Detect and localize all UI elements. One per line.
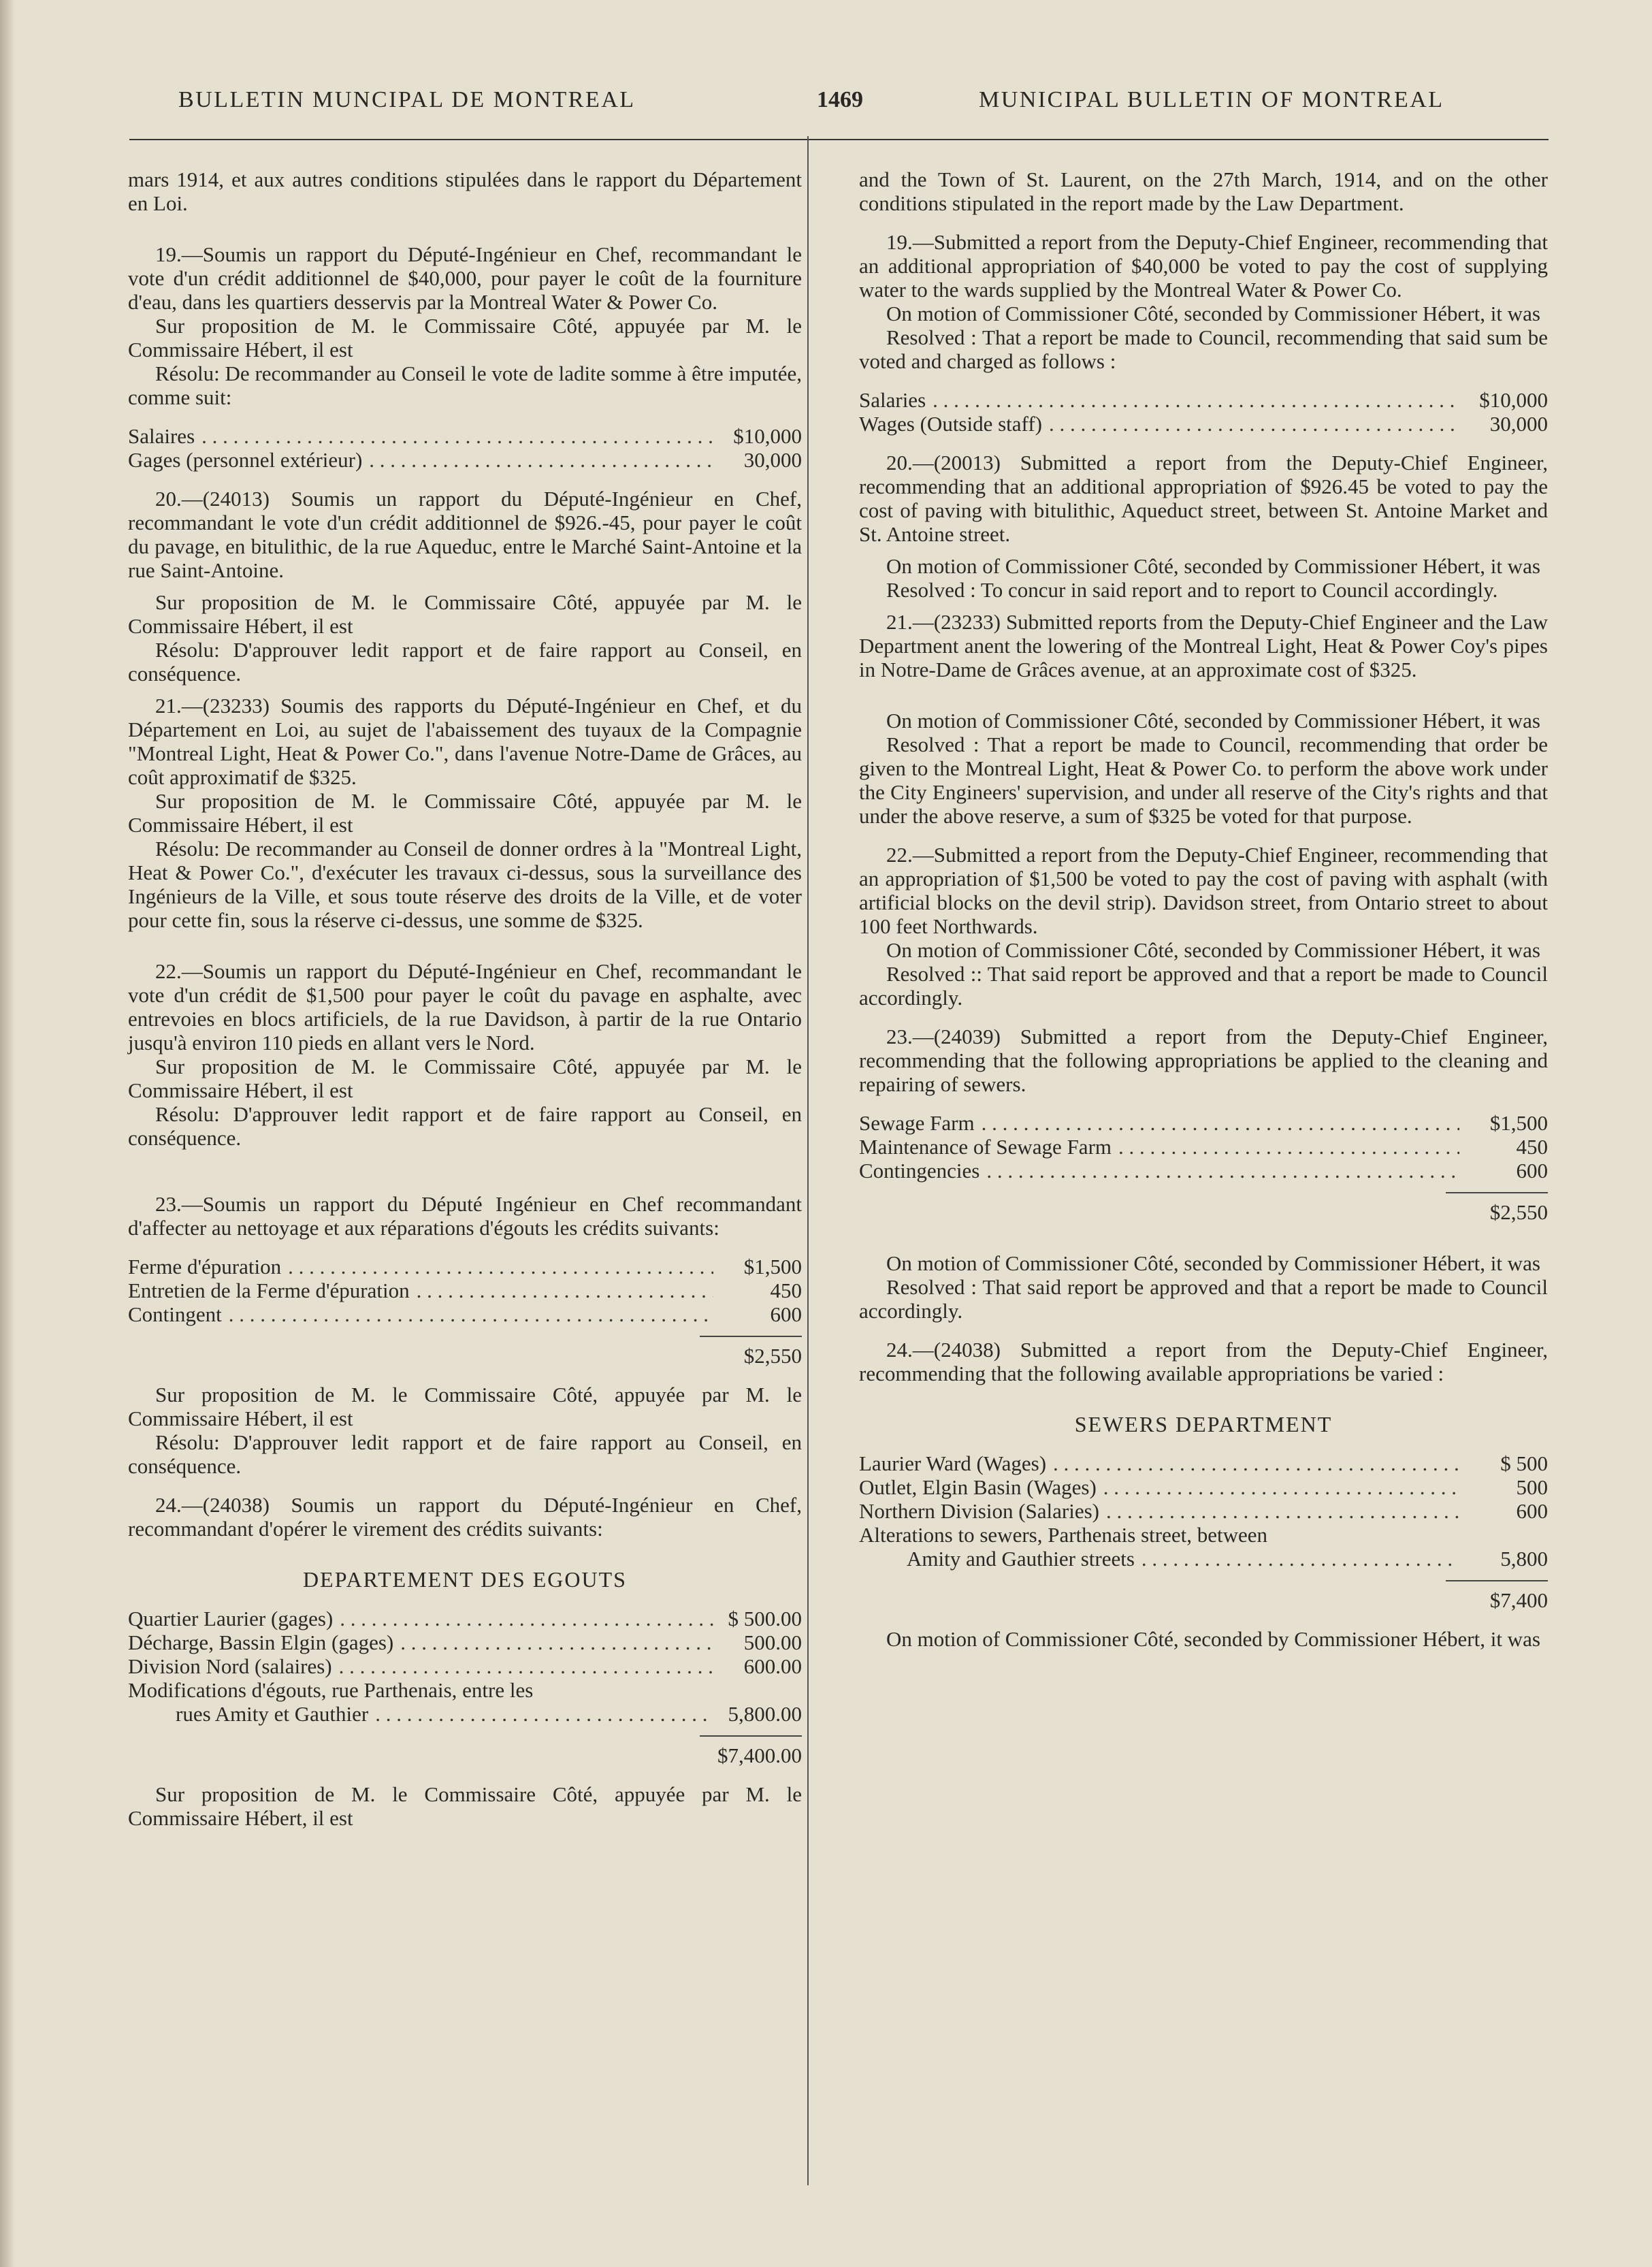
line-label: rues Amity et Gauthier <box>176 1702 369 1726</box>
item-21-text: 21.—(23233) Soumis des rapports du Député-Ingénieur en Chef, et du Département en Loi, au sujet de l'abaissement des tuyaux de la Compagnie "Montreal Light, Heat & Power Co.", dans l'avenue Notre-Dame de Grâces, au coût approximatif de $325. <box>128 694 802 789</box>
line-amount: 450 <box>770 1279 802 1302</box>
item-20-motion: On motion of Commissioner Côté, seconded by Commissioner Hébert, it was <box>886 554 1540 578</box>
appropriation-line <box>859 1159 1548 1183</box>
line-amount: $ 500.00 <box>728 1607 802 1630</box>
appropriation-line <box>859 412 1548 436</box>
line-label: Northern Division (Salaries) <box>859 1499 1099 1523</box>
line-amount: $1,500 <box>743 1255 802 1279</box>
intro-paragraph: and the Town of St. Laurent, on the 27th March, 1914, and on the other conditions stipulated in the report made by the Law Department. <box>859 167 1548 215</box>
item-23-resolved: Résolu: D'approuver ledit rapport et de faire rapport au Conseil, en conséquence. <box>128 1430 802 1478</box>
line-amount: 600 <box>1516 1499 1548 1523</box>
item-23-motion: Sur proposition de M. le Commissaire Côté, appuyée par M. le Commissaire Hébert, il est <box>128 1383 802 1430</box>
item-24-motion: On motion of Commissioner Côté, seconded by Commissioner Hébert, it was <box>886 1627 1540 1651</box>
line-amount: $1,500 <box>1489 1111 1548 1135</box>
total-rule <box>859 1571 1548 1588</box>
appropriation-line <box>128 1255 802 1279</box>
line-label: Division Nord (salaires) <box>128 1654 332 1678</box>
header-title-english: MUNICIPAL BULLETIN OF MONTREAL <box>979 87 1444 112</box>
page-number: 1469 <box>817 87 863 112</box>
appropriation-line <box>859 1451 1548 1475</box>
line-label: Maintenance of Sewage Farm <box>859 1135 1112 1159</box>
line-label: Salaries <box>859 388 926 412</box>
item-23-text: 23.—Soumis un rapport du Député Ingénieur en Chef recommandant d'affecter au nettoyage et aux réparations d'égouts les crédits suivants: <box>128 1192 802 1240</box>
appropriation-line <box>859 1523 1548 1547</box>
total-amount: $2,550 <box>1489 1200 1548 1224</box>
item-21-text: 21.—(23233) Submitted reports from the Deputy-Chief Engineer and the Law Department anent the lowering of the Montreal Light, Heat & Power Coy's pipes in Notre-Dame de Grâces avenue, at an approximate cost of $325. <box>859 610 1548 681</box>
appropriation-line <box>859 1475 1548 1499</box>
department-heading: DEPARTEMENT DES EGOUTS <box>303 1567 627 1592</box>
line-amount: $10,000 <box>1479 388 1548 412</box>
line-label: Ferme d'épuration <box>128 1255 282 1279</box>
column-divider <box>807 136 809 2185</box>
appropriation-line <box>859 1499 1548 1523</box>
line-amount: 600.00 <box>743 1654 802 1678</box>
item-22-resolved: Resolved :: That said report be approved and that a report be made to Council accordingly. <box>859 962 1548 1010</box>
total-amount: $2,550 <box>743 1344 802 1368</box>
line-amount: 5,800 <box>1500 1547 1548 1571</box>
header-title-french: BULLETIN MUNCIPAL DE MONTREAL <box>178 87 636 112</box>
appropriation-line <box>128 1654 802 1678</box>
item-22-resolved: Résolu: D'approuver ledit rapport et de faire rapport au Conseil, en conséquence. <box>128 1102 802 1150</box>
item-19-resolved: Résolu: De recommander au Conseil le vote de ladite somme à être imputée, comme suit: <box>128 361 802 409</box>
line-amount: 5,800.00 <box>728 1702 802 1726</box>
line-amount: $ 500 <box>1500 1451 1548 1475</box>
total-amount: $7,400.00 <box>717 1743 802 1767</box>
line-amount: 30,000 <box>1489 412 1548 436</box>
item-19-text: 19.—Submitted a report from the Deputy-Chief Engineer, recommending that an additional appropriation of $40,000 be voted to pay the cost of supplying water to the wards supplied by the Montreal Water & Power Co. <box>859 230 1548 302</box>
item-20-resolved: Résolu: D'approuver ledit rapport et de faire rapport au Conseil, en conséquence. <box>128 638 802 686</box>
item-22-motion: Sur proposition de M. le Commissaire Côté, appuyée par M. le Commissaire Hébert, il est <box>128 1055 802 1102</box>
total-rule <box>859 1183 1548 1200</box>
item-23-text: 23.—(24039) Submitted a report from the Deputy-Chief Engineer, recommending that the following appropriations be applied to the cleaning and repairing of sewers. <box>859 1025 1548 1096</box>
line-label: Outlet, Elgin Basin (Wages) <box>859 1475 1097 1499</box>
total-rule <box>128 1726 802 1743</box>
appropriation-line <box>128 1607 802 1630</box>
item-19-motion: On motion of Commissioner Côté, seconded by Commissioner Hébert, it was <box>886 302 1540 325</box>
line-label: Modifications d'égouts, rue Parthenais, entre les <box>128 1678 534 1702</box>
line-amount: $10,000 <box>733 424 802 448</box>
english-column <box>859 167 1548 1651</box>
page-edge-shadow <box>0 0 15 2267</box>
line-label: Décharge, Bassin Elgin (gages) <box>128 1630 394 1654</box>
item-21-motion: Sur proposition de M. le Commissaire Côté, appuyée par M. le Commissaire Hébert, il est <box>128 789 802 837</box>
line-label: Alterations to sewers, Parthenais street, between <box>859 1523 1268 1547</box>
appropriation-line <box>128 1279 802 1302</box>
line-label: Laurier Ward (Wages) <box>859 1451 1047 1475</box>
line-label: Quartier Laurier (gages) <box>128 1607 334 1630</box>
item-20-text: 20.—(20013) Submitted a report from the Deputy-Chief Engineer, recommending that an additional appropriation of $926.45 be voted to pay the cost of paving with bitulithic, Aqueduct street, between St. Antoine Market and St. Antoine street. <box>859 451 1548 546</box>
item-21-resolved: Resolved : That a report be made to Council, recommending that order be given to the Montreal Light, Heat & Power Co. to perform the above work under the City Engineers' supervision, and under all reserve of the City's rights and that under the above reserve, a sum of $325 be voted for that purpose. <box>859 733 1548 828</box>
appropriation-line <box>128 424 802 448</box>
total-amount: $7,400 <box>1489 1588 1548 1612</box>
line-label: Entretien de la Ferme d'épuration <box>128 1279 410 1302</box>
line-label: Wages (Outside staff) <box>859 412 1042 436</box>
line-label: Salaires <box>128 424 195 448</box>
item-21-resolved: Résolu: De recommander au Conseil de donner ordres à la "Montreal Light, Heat & Power Co.", d'exécuter les travaux ci-dessus, sous la surveillance des Ingénieurs de la Ville, et sous toute réserve des droits de la Ville, et de voter pour cette fin, sous la réserve ci-dessus, une somme de $325. <box>128 837 802 932</box>
line-amount: 450 <box>1516 1135 1548 1159</box>
item-20-resolved: Resolved : To concur in said report and to report to Council accordingly. <box>886 578 1498 602</box>
department-heading: SEWERS DEPARTMENT <box>1074 1412 1333 1436</box>
appropriation-line <box>859 388 1548 412</box>
appropriation-line <box>128 448 802 472</box>
item-19-motion: Sur proposition de M. le Commissaire Côté, appuyée par M. le Commissaire Hébert, il est <box>128 314 802 361</box>
appropriation-line <box>859 1547 1548 1571</box>
line-amount: 500 <box>1516 1475 1548 1499</box>
item-24-text: 24.—(24038) Submitted a report from the Deputy-Chief Engineer, recommending that the following available appropriations be varied : <box>859 1338 1548 1385</box>
appropriation-line <box>128 1302 802 1326</box>
item-20-motion: Sur proposition de M. le Commissaire Côté, appuyée par M. le Commissaire Hébert, il est <box>128 590 802 638</box>
line-label: Gages (personnel extérieur) <box>128 448 363 472</box>
appropriation-line <box>128 1678 802 1702</box>
item-22-text: 22.—Soumis un rapport du Député-Ingénieur en Chef, recommandant le vote d'un crédit de $1,500 pour payer le coût du pavage en asphalte, avec entrevoies en blocs artificiels, de la rue Davidson, à partir de la rue Ontario jusqu'à environ 110 pieds en allant vers le Nord. <box>128 959 802 1055</box>
appropriation-line <box>128 1630 802 1654</box>
line-amount: 600 <box>1516 1159 1548 1183</box>
item-20-text: 20.—(24013) Soumis un rapport du Député-Ingénieur en Chef, recommandant le vote d'un crédit additionnel de $926.-45, pour payer le coût du pavage, en bitulithic, de la rue Aqueduc, entre le Marché Saint-Antoine et la rue Saint-Antoine. <box>128 487 802 582</box>
line-label: Sewage Farm <box>859 1111 975 1135</box>
item-24-text: 24.—(24038) Soumis un rapport du Député-Ingénieur en Chef, recommandant d'opérer le virement des crédits suivants: <box>128 1493 802 1541</box>
item-21-motion: On motion of Commissioner Côté, seconded by Commissioner Hébert, it was <box>886 709 1540 733</box>
line-label: Amity and Gauthier streets <box>907 1547 1135 1571</box>
item-19-text: 19.—Soumis un rapport du Député-Ingénieur en Chef, recommandant le vote d'un crédit additionnel de $40,000, pour payer le coût de la fourniture d'eau, dans les quartiers desservis par la Montreal Water & Power Co. <box>128 242 802 314</box>
item-24-motion: Sur proposition de M. le Commissaire Côté, appuyée par M. le Commissaire Hébert, il est <box>128 1782 802 1830</box>
line-amount: 500.00 <box>743 1630 802 1654</box>
line-amount: 30,000 <box>743 448 802 472</box>
total-rule <box>128 1326 802 1344</box>
item-19-resolved: Resolved : That a report be made to Council, recommending that said sum be voted and charged as follows : <box>859 325 1548 373</box>
line-label: Contingent <box>128 1302 222 1326</box>
appropriation-line <box>128 1702 802 1726</box>
item-23-motion: On motion of Commissioner Côté, seconded by Commissioner Hébert, it was <box>886 1251 1540 1275</box>
line-label: Contingencies <box>859 1159 980 1183</box>
header-rule <box>129 139 1549 140</box>
item-22-text: 22.—Submitted a report from the Deputy-Chief Engineer, recommending that an appropriation of $1,500 be voted to pay the cost of paving with asphalt (with artificial blocks on the devil strip). Davidson street, from Ontario street to about 100 feet Northwards. <box>859 843 1548 938</box>
item-22-motion: On motion of Commissioner Côté, seconded by Commissioner Hébert, it was <box>886 938 1540 962</box>
item-23-resolved: Resolved : That said report be approved and that a report be made to Council accordingly. <box>859 1275 1548 1323</box>
french-column <box>128 167 802 1830</box>
appropriation-line <box>859 1135 1548 1159</box>
appropriation-line <box>859 1111 1548 1135</box>
line-amount: 600 <box>770 1302 802 1326</box>
intro-paragraph: mars 1914, et aux autres conditions stipulées dans le rapport du Département en Loi. <box>128 167 802 215</box>
